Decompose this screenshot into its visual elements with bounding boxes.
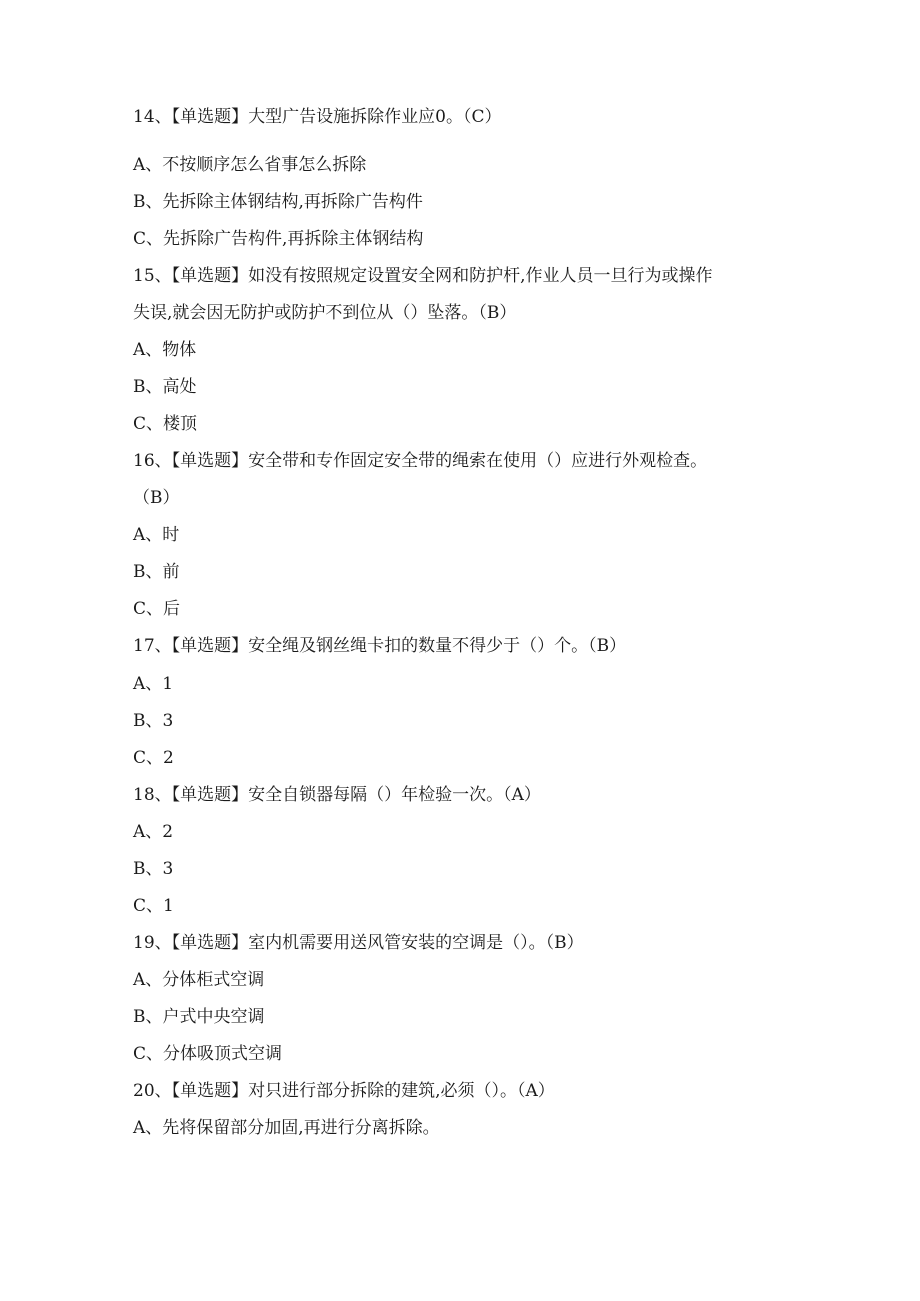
q19-option-c: C、分体吸顶式空调 <box>133 1044 283 1064</box>
q20-option-a: A、先将保留部分加固,再进行分离拆除。 <box>133 1118 440 1138</box>
question-17: 17、【单选题】安全绳及钢丝绳卡扣的数量不得少于（）个。（B） <box>133 636 627 656</box>
q18-option-b: B、3 <box>133 859 174 879</box>
q14-option-c: C、先拆除广告构件,再拆除主体钢结构 <box>133 229 424 249</box>
q17-option-a: A、1 <box>133 674 174 694</box>
q19-option-a: A、分体柜式空调 <box>133 970 265 990</box>
q16-option-b: B、前 <box>133 562 180 582</box>
question-16-answer: （B） <box>133 488 180 508</box>
q17-option-b: B、3 <box>133 711 174 731</box>
q15-option-c: C、楼顶 <box>133 414 198 434</box>
q18-option-c: C、1 <box>133 896 174 916</box>
q18-option-a: A、2 <box>133 822 174 842</box>
q15-option-b: B、高处 <box>133 377 197 397</box>
question-19: 19、【单选题】室内机需要用送风管安装的空调是（）。（B） <box>133 933 584 953</box>
q17-option-c: C、2 <box>133 748 174 768</box>
q16-option-c: C、后 <box>133 599 181 619</box>
question-14: 14、【单选题】大型广告设施拆除作业应0。（C） <box>133 107 502 127</box>
question-15-cont: 失误,就会因无防护或防护不到位从（）坠落。（B） <box>133 303 517 323</box>
q14-option-b: B、先拆除主体钢结构,再拆除广告构件 <box>133 192 423 212</box>
question-20: 20、【单选题】对只进行部分拆除的建筑,必须（）。（A） <box>133 1081 555 1101</box>
q16-option-a: A、时 <box>133 525 180 545</box>
question-18: 18、【单选题】安全自锁器每隔（）年检验一次。（A） <box>133 785 541 805</box>
q15-option-a: A、物体 <box>133 340 197 360</box>
question-15: 15、【单选题】如没有按照规定设置安全网和防护杆,作业人员一旦行为或操作 <box>133 266 713 286</box>
q19-option-b: B、户式中央空调 <box>133 1007 265 1027</box>
q14-option-a: A、不按顺序怎么省事怎么拆除 <box>133 155 367 175</box>
question-16: 16、【单选题】安全带和专作固定安全带的绳索在使用（）应进行外观检查。 <box>133 451 708 471</box>
